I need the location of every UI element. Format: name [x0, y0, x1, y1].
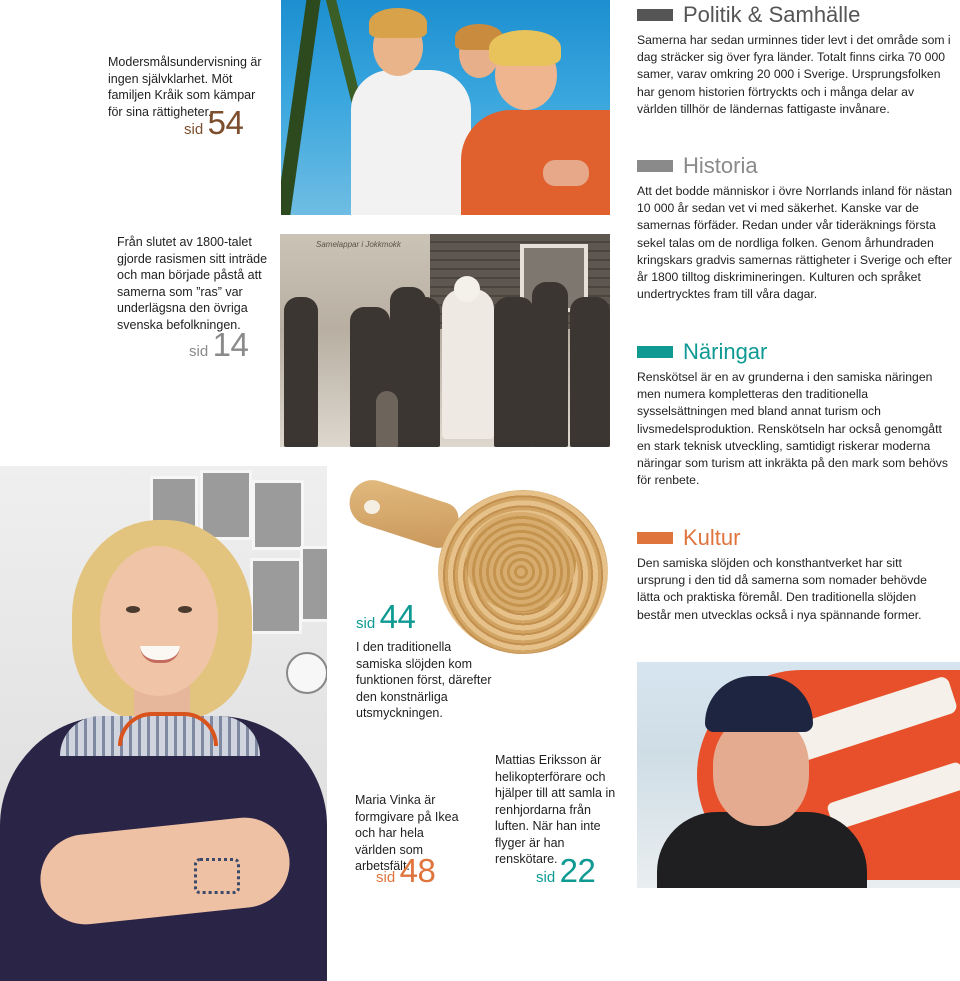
section-historia	[637, 153, 953, 303]
photo-children-on-vehicle	[281, 0, 610, 215]
teaser-22-text: Mattias Eriksson är helikopterförare och hjälper till att samla in renhjordarna från luften. När han inte flyger är han renskötare.	[495, 753, 616, 866]
page-number-54: 54	[207, 104, 244, 141]
section-marker	[637, 9, 673, 21]
photo-historic-sami-group	[280, 234, 610, 447]
page-number-44: 44	[379, 598, 416, 635]
section-marker	[637, 160, 673, 172]
section-kultur-title: Kultur	[683, 525, 741, 550]
sid-label: sid	[184, 121, 204, 138]
section-politik-header	[637, 2, 953, 28]
page-ref-14[interactable]	[189, 326, 248, 364]
photo-mattias-eriksson-helicopter	[637, 662, 960, 888]
teaser-48-text: Maria Vinka är formgivare på Ikea och har hela världen som arbetsfält.	[355, 793, 459, 873]
section-naringar-body: Renskötsel är en av grunderna i den samiska näringen men numera kompletteras den traditionella sysselsättningen med bland annat turism och livsmedelsproduktion. Renskötseln har också genomgått en stark teknisk utveckling, samtidigt riskerar moderna näringar som turism att inkräkta på den mark som behövs för renbete.	[637, 370, 948, 488]
sid-label: sid	[536, 869, 556, 886]
page-ref-22[interactable]	[536, 852, 595, 890]
section-naringar-header	[637, 339, 953, 365]
page-number-14: 14	[212, 326, 249, 363]
section-kultur	[637, 525, 953, 624]
section-historia-header	[637, 153, 953, 179]
sid-label: sid	[376, 869, 396, 886]
page-ref-44[interactable]	[356, 598, 415, 636]
section-historia-title: Historia	[683, 153, 758, 178]
teaser-14-text: Från slutet av 1800-talet gjorde rasismen sitt inträde och man började påstå att samerna som ”ras” var underlägsna den övriga svenska befolkningen.	[117, 235, 268, 332]
historic-photo-inscription: Samelappar i Jokkmokk	[316, 240, 401, 249]
section-marker	[637, 532, 673, 544]
section-naringar	[637, 339, 953, 489]
section-politik-body: Samerna har sedan urminnes tider levt i det område som i dag sträcker sig över fyra länder. Totalt finns cirka 70 000 samer, varav omkring 20 000 i Sverige. Ursprungsfolken har genom historien förtryckts och i många delar av världen tillhör de ländernas fattigaste invånare.	[637, 33, 951, 116]
section-kultur-body: Den samiska slöjden och konsthantverket har sitt ursprung i den tid då samerna som nomader behövde lätta och praktiska föremål. Den traditionella slöjden består men utvecklas också i nya spännande former.	[637, 556, 927, 622]
page-ref-48[interactable]	[376, 852, 435, 890]
page-number-22: 22	[559, 852, 596, 889]
sid-label: sid	[356, 615, 376, 632]
section-marker	[637, 346, 673, 358]
section-historia-body: Att det bodde människor i övre Norrlands inland för nästan 10 000 år sedan vet vi med säkerhet. Kanske var de samernas förfäder. Redan under vår tideräknings första sekel talas om de nordliga folken. Genom århundraden kringskars gradvis samernas rättigheter i Sverige och efter år 1800 tilltog diskrimineringen. Kulturen och språket undertrycktes fram till våra dagar.	[637, 184, 953, 302]
section-naringar-title: Näringar	[683, 339, 768, 364]
page-ref-54[interactable]	[184, 104, 243, 142]
teaser-54-text: Modersmålsundervisning är ingen självklarhet. Möt familjen Kråik som kämpar för sina rättigheter.	[108, 55, 262, 119]
teaser-44-text: I den traditionella samiska slöjden kom funktionen först, därefter den konstnärliga utsmyckningen.	[356, 640, 492, 720]
page-number-48: 48	[399, 852, 436, 889]
sid-label: sid	[189, 343, 209, 360]
section-politik-title: Politik & Samhälle	[683, 2, 861, 27]
section-kultur-header	[637, 525, 953, 551]
section-politik	[637, 2, 953, 118]
photo-maria-vinka	[0, 466, 327, 981]
